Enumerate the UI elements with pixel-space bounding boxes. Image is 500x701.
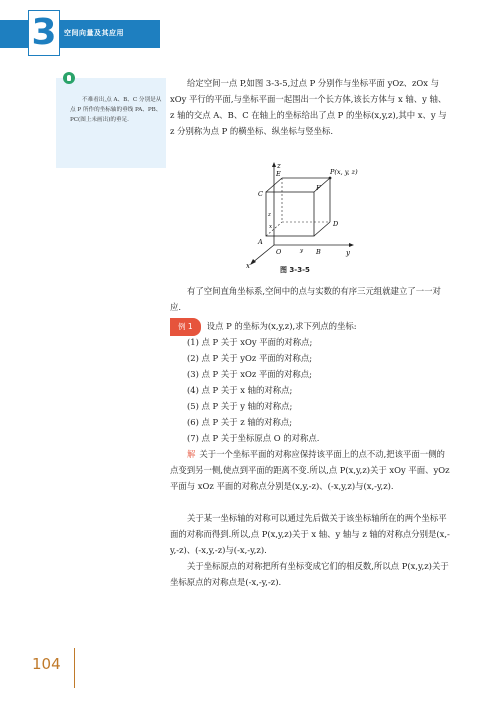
solution-paragraph-2: 关于某一坐标轴的对称可以通过先后做关于该坐标轴所在的两个坐标平面的对称而得到.所以,点 P(x,y,z)关于 x 轴、y 轴与 z 轴的对称点分别是(x,-y,-z)、(-x,y,-z)与(-x,-y,z).	[170, 513, 450, 555]
label-e: E	[276, 170, 281, 178]
intro-paragraph: 给定空间一点 P,如图 3-3-5,过点 P 分别作与坐标平面 yOz、zOx 与 xOy 平行的平面,与坐标平面一起围出一个长方体,该长方体与 x 轴、y 轴、z 轴的交点 A、B、C 在轴上的坐标给出了点 P 的坐标(x,y,z),其中 x、y 与 z 分别称为点 P 的横坐标、纵坐标与竖坐标.	[170, 78, 447, 136]
example-item: (7) 点 P 关于坐标原点 O 的对称点.	[187, 433, 320, 443]
example-badge: 例 1	[170, 318, 201, 336]
x-axis-arrow	[250, 259, 256, 265]
label-b: B	[316, 248, 321, 256]
chapter-number-badge	[28, 10, 60, 56]
label-a: A	[258, 238, 263, 246]
chapter-title: 空间向量及其应用	[64, 29, 124, 37]
label-o: O	[276, 248, 282, 256]
example-item: (6) 点 P 关于 z 轴的对称点;	[187, 417, 293, 427]
correspondence-paragraph: 有了空间直角坐标系,空间中的点与实数的有序三元组就建立了一一对应.	[170, 286, 441, 312]
label-x: x	[246, 262, 250, 270]
example-item: (1) 点 P 关于 xOy 平面的对称点;	[187, 337, 313, 347]
solution-label: 解	[187, 449, 196, 459]
label-point-p: P(x, y, z)	[330, 168, 358, 176]
page-number: 104	[32, 655, 61, 673]
coordinate-box-figure	[244, 160, 358, 270]
example-item: (4) 点 P 关于 x 轴的对称点;	[187, 385, 293, 395]
example-item: (2) 点 P 关于 yOz 平面的对称点;	[187, 353, 313, 363]
page-number-rule	[74, 648, 75, 688]
margin-note: 不难看出,点 A、B、C 分别是从点 P 所作的坐标轴的垂线 PA、PB、PC(图上未画出)的垂足.	[70, 97, 162, 123]
tick-label-y: y	[300, 248, 304, 254]
label-y: y	[346, 249, 350, 257]
lightbulb-icon	[63, 72, 75, 84]
label-d: D	[333, 220, 339, 228]
label-f: F	[316, 184, 321, 192]
solution-text-1: 关于一个坐标平面的对称应保持该平面上的点不动,把该平面一侧的点变到另一侧,使点到平面的距离不变.所以,点 P(x,y,z)关于 xOy 平面、yOz 平面与 xOz 平面的对称点分别是(x,y,-z)、(-x,y,z)与(x,-y,z).	[170, 449, 450, 491]
y-axis-arrow	[349, 243, 354, 247]
example-items	[170, 334, 450, 446]
x-axis	[252, 245, 274, 263]
label-c: C	[258, 190, 263, 198]
solution-paragraph-3: 关于坐标原点的对称把所有坐标变成它们的相反数,所以点 P(x,y,z)关于坐标原点的对称点是(-x,-y,-z).	[170, 561, 449, 587]
label-z: z	[277, 162, 281, 170]
z-axis-arrow	[272, 162, 276, 167]
example-statement-text: 设点 P 的坐标为(x,y,z),求下列点的坐标:	[206, 321, 357, 331]
tick-label-z: z	[268, 212, 271, 218]
tick-label-x: x	[269, 224, 273, 230]
chapter-header-band	[0, 20, 160, 48]
solution-paragraph-1	[170, 446, 450, 494]
figure-caption: 图 3-3-5	[280, 266, 310, 274]
chapter-number: 3	[31, 12, 57, 53]
example-item: (3) 点 P 关于 xOz 平面的对称点;	[187, 369, 313, 379]
point-p	[329, 177, 332, 180]
example-item: (5) 点 P 关于 y 轴的对称点;	[187, 401, 293, 411]
